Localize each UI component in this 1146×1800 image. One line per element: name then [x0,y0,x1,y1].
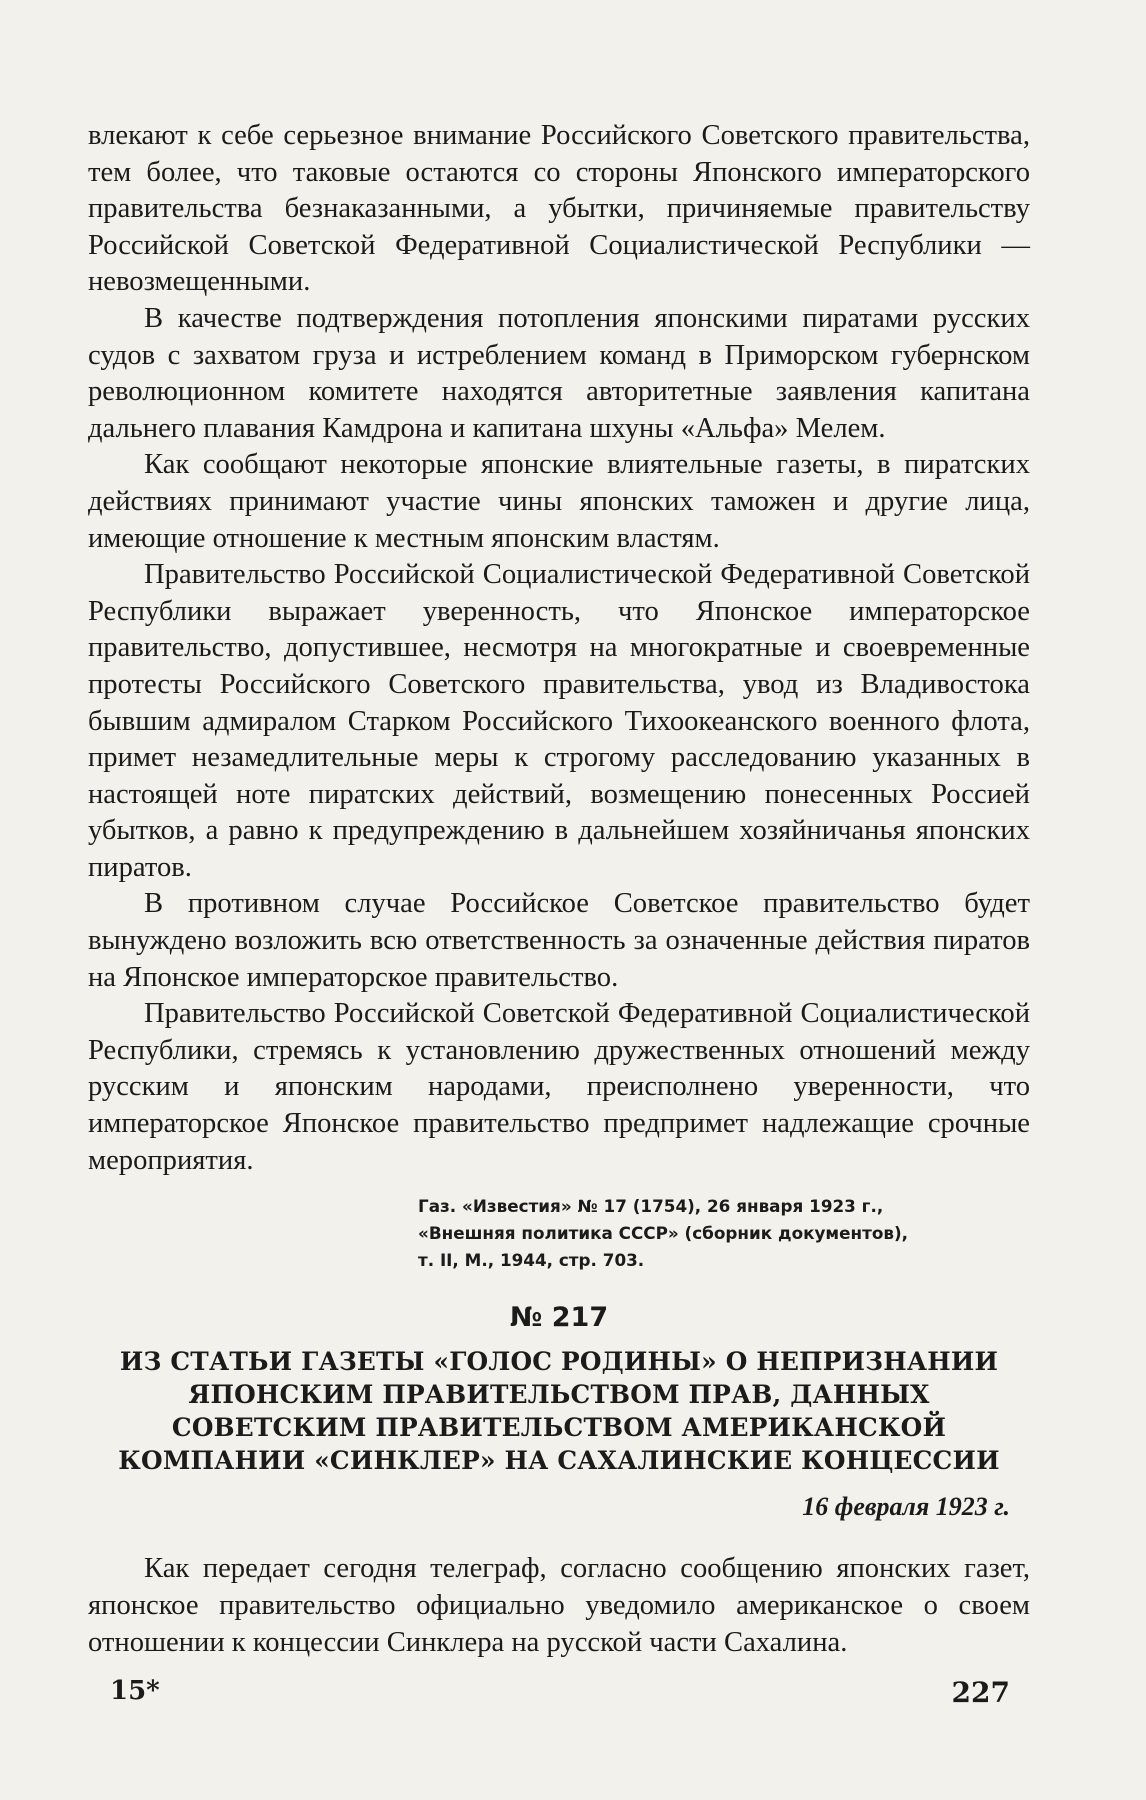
title-line: КОМПАНИИ «СИНКЛЕР» НА САХАЛИНСКИЕ КОНЦЕССИИ [118,1445,1000,1475]
document-date: 16 февраля 1923 г. [802,1491,1010,1521]
paragraph: В качестве подтверждения потопления японскими пиратами русских судов с захватом груза и истреблением команд в Приморском губернском революционном комитете находятся авторитетные заявления капитана дальнего плавания Камдрона и капитана шхуны «Альфа» Мелем. [88,302,1030,444]
paragraph: В противном случае Российское Советское правительство будет вынуждено возложить всю ответственность за означенные действия пиратов на Японское императорское правительство. [88,888,1030,993]
citation-line: Газ. «Известия» № 17 (1754), 26 января 1923 г., [418,1196,884,1217]
title-line: СОВЕТСКИМ ПРАВИТЕЛЬСТВОМ АМЕРИКАНСКОЙ [171,1412,947,1442]
document-number: № 217 [509,1302,609,1334]
paragraph: Как передает сегодня телеграф, согласно сообщению японских газет, японское правительство официально уведомило американское о своем отношении к концессии Синклера на русской части Сахалина. [88,1553,1030,1658]
text-column [88,118,1030,1661]
paragraph: Правительство Российской Советской Федеративной Социалистической Республики, стремясь к установлению дружественных отношений между русским и японским народами, преисполнено уверенности, что императорское Японское правительство предпримет надлежащие срочные мероприятия. [88,998,1030,1176]
paragraph: Как сообщают некоторые японские влиятельные газеты, в пиратских действиях принимают участие чины японских таможен и другие лица, имеющие отношение к местным японским властям. [88,449,1030,554]
page-number: 227 [951,1676,1010,1709]
title-line: ИЗ СТАТЬИ ГАЗЕТЫ «ГОЛОС РОДИНЫ» О НЕПРИЗНАНИИ [119,1346,999,1376]
citation-line: «Внешняя политика СССР» (сборник документов), [418,1223,909,1244]
title-line: ЯПОНСКИМ ПРАВИТЕЛЬСТВОМ ПРАВ, ДАННЫХ [188,1379,930,1409]
source-citation [88,1193,1030,1274]
citation-line: т. II, М., 1944, стр. 703. [418,1250,645,1271]
document-title [88,1345,1030,1477]
paragraph: влекают к себе серьезное внимание Российского Советского правительства, тем более, что таковые остаются со стороны Японского императорского правительства безнаказанными, а убытки, причиняемые правительству Российской Советской Федеративной Социалистической Республики — невозмещенными. [88,120,1030,298]
paragraph: Правительство Российской Социалистической Федеративной Советской Республики выражает уверенность, что Японское императорское правительство, допустившее, несмотря на многократные и своевременные протесты Российского Советского правительства, увод из Владивостока бывшим адмиралом Старком Российского Тихоокеанского военного флота, примет незамедлительные меры к строгому расследованию указанных в настоящей ноте пиратских действий, возмещению понесенных Россией убытков, а равно к предупреждению в дальнейшем хозяйничанья японских пиратов. [88,559,1030,883]
page-footer [110,1676,1010,1716]
signature-mark: 15* [110,1676,160,1706]
